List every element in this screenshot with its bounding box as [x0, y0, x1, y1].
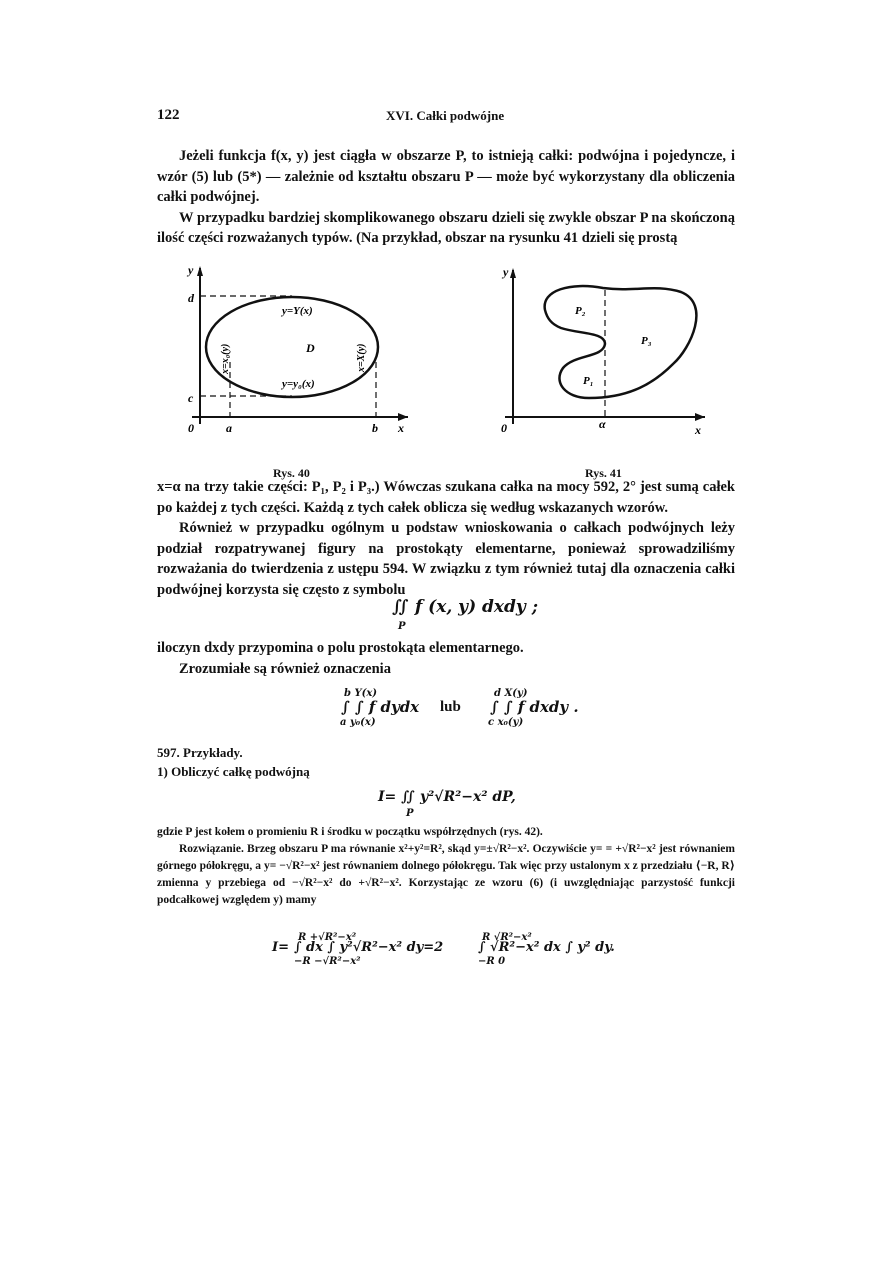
- formula-double-integral: [392, 597, 538, 617]
- section-heading: [157, 745, 243, 761]
- paragraph-iloczyn: [157, 638, 735, 679]
- paragraph: x=α na trzy takie części: P₁, P₂ i P₃.) Wówczas szukana całka na mocy 592, 2° jest sumą całek po każdej z tych części. Każdą z tych całek oblicza się według wskazanych wzorów.: [157, 479, 735, 516]
- paragraphs-top: [157, 146, 735, 249]
- paragraph: Jeżeli funkcja f(x, y) jest ciągła w obszarze P, to istnieją całki: podwójna i pojedyncze, i wzór (5) lub (5*) — zależnie od kształtu obszaru P — może być wykorzystany dla obliczenia całki podwójnej.: [157, 148, 735, 205]
- formula3-subscript: P: [406, 808, 414, 819]
- formula2-left-lower: a y₀(x): [340, 717, 376, 728]
- formula2-right-lower: c x₀(y): [488, 717, 524, 728]
- paragraph: Zrozumiałe są również oznaczenia: [179, 660, 391, 677]
- paragraph: gdzie P jest kołem o promieniu R i środku w początku współrzędnych (rys. 42).: [157, 826, 543, 838]
- label-p1: P₁: [583, 375, 594, 387]
- axis-y-label: y: [188, 263, 194, 277]
- paragraph: Również w przypadku ogólnym u podstaw wnioskowania o całkach podwójnych leży podział rozpatrywanej figury na prostokąty elementarne, ponieważ sprowadziliśmy rozważania do twierdzenia z ustępu 594. W związku z tym również tutaj dla oznaczenia całki podwójnej korzysta się często z symbolu: [157, 520, 735, 598]
- formula2-right-upper: d X(y): [494, 688, 528, 699]
- label-right-curve: x=X(y): [356, 343, 367, 372]
- formula3-lhs: I=: [378, 789, 397, 805]
- chapter-title: XVI. Całki podwójne: [386, 108, 505, 123]
- example1-text: 1) Obliczyć całkę podwójną: [157, 764, 310, 779]
- formula4-lhs: I=: [272, 940, 289, 955]
- paragraphs-mid: [157, 477, 735, 600]
- paragraph: iloczyn dxdy przypomina o polu prostokąta elementarnego.: [157, 640, 524, 656]
- formula2-left-upper: b Y(x): [344, 688, 378, 699]
- figure-41: [485, 262, 725, 462]
- formula-subscript: P: [398, 621, 406, 632]
- label-upper-curve: y=Y(x): [282, 305, 313, 317]
- axis-x-label: x: [695, 423, 701, 437]
- formula2-connector: lub: [440, 699, 461, 715]
- label-p3: P₃: [641, 335, 652, 347]
- label-origin: 0: [501, 421, 507, 435]
- paragraph: W przypadku bardziej skomplikowanego obszaru dzieli się zwykle obszar P na skończoną ilość części rozważanych typów. (Na przykład, obszar na rysunku 41 dzieli się prostą: [157, 209, 735, 246]
- label-c: c: [188, 391, 194, 405]
- formula4-part2-upper: R √R²−x²: [482, 932, 532, 943]
- formula2-right-body: ∫ ∫ f dxdy .: [490, 698, 579, 716]
- formula4-part2-lower: −R 0: [478, 956, 506, 967]
- label-region: D: [306, 341, 315, 355]
- axis-y-label: y: [503, 265, 509, 279]
- section-number: 597.: [157, 745, 180, 760]
- small-paragraphs: [157, 824, 735, 909]
- label-left-curve: x=x₀(y): [220, 343, 231, 374]
- figure-40-caption: Rys. 40: [273, 466, 310, 480]
- formula4-part1-body: ∫ dx ∫ y²√R²−x² dy=2: [294, 940, 444, 955]
- figure-41-caption: Rys. 41: [585, 466, 622, 480]
- formula4-part1-lower: −R −√R²−x²: [294, 956, 361, 967]
- paragraph: Rozwiązanie. Brzeg obszaru P ma równanie x²+y²=R², skąd y=±√R²−x². Oczywiście y= = +√R²−x² jest równaniem górnego półokręgu, a y= −√R²−x² jest równaniem dolnego półokręgu. Tak więc przy ustalonym x z przedziału ⟨−R, R⟩ zmienna y przebiega od −√R²−x² do +√R²−x². Korzystając ze wzoru (6) (i uwzględniając parzystość funkcji podcałkowej względem y) mamy: [157, 843, 735, 906]
- label-lower-curve: y=y₀(x): [282, 378, 315, 390]
- label-d: d: [188, 291, 194, 305]
- figure-40: [170, 262, 420, 462]
- label-origin: 0: [188, 421, 194, 435]
- formula4-part1-upper: R +√R²−x²: [298, 932, 357, 943]
- label-a: a: [226, 421, 232, 435]
- label-p2: P₂: [575, 305, 586, 317]
- integral-sign: ∬: [392, 597, 410, 617]
- formula3: [378, 789, 516, 805]
- axis-x-label: x: [398, 421, 404, 435]
- formula3-body: ∬ y²√R²−x² dP,: [401, 789, 516, 805]
- integrand: f (x, y) dxdy ;: [414, 597, 539, 617]
- formula2-left-body: ∫ ∫ f dydx: [341, 698, 420, 716]
- formula4-part2-body: ∫ √R²−x² dx ∫ y² dy.: [478, 940, 615, 955]
- label-b: b: [372, 421, 378, 435]
- page-number: 122: [157, 107, 180, 123]
- section-title: Przykłady.: [183, 745, 243, 760]
- label-alpha: α: [599, 417, 606, 431]
